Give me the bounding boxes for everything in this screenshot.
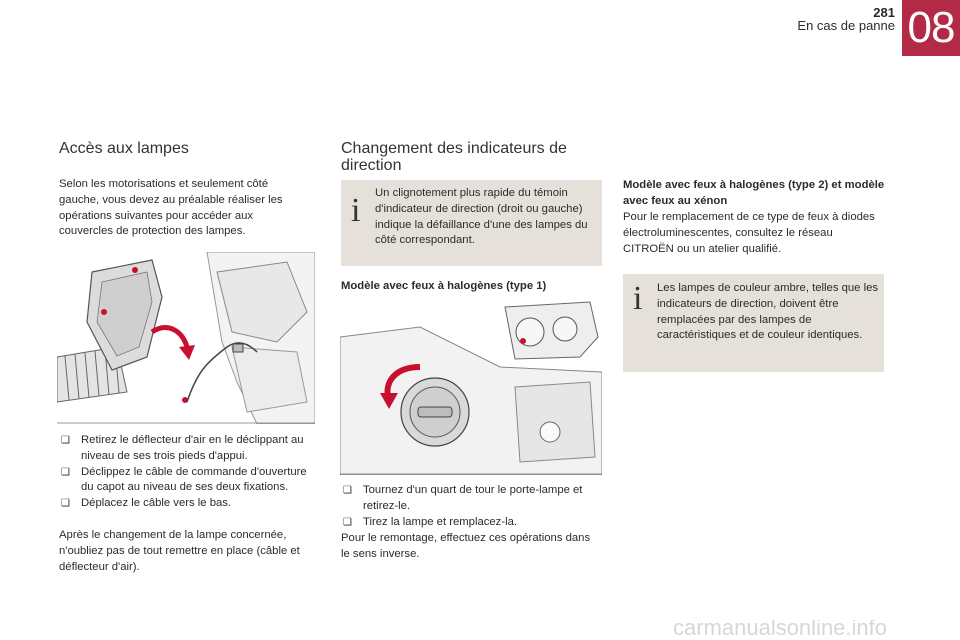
- watermark-text: carmanualsonline.info: [672, 620, 888, 640]
- info-box-flashing: [341, 180, 602, 266]
- intro-paragraph: Selon les motorisations et seulement côté gauche, vous devez au préalable réaliser les opérations suivantes pour accéder aux couvercles de protection des lampes.: [59, 178, 283, 238]
- list-item: ❑ Tournez d'un quart de tour le porte-lampe et retirez-le.: [343, 484, 583, 512]
- left-steps-list: [59, 433, 314, 512]
- info-icon: i: [351, 192, 361, 229]
- info-text-flashing: Un clignotement plus rapide du témoin d'indicateur de direction (droit ou gauche) indique la défaillance d'une des lampes du côté correspondant.: [375, 187, 588, 247]
- section-title-access-lamps: Accès aux lampes: [59, 140, 189, 157]
- page-number: 281: [873, 5, 895, 20]
- checkbox-bullet-icon: ❑: [61, 435, 70, 446]
- list-item: ❑ Déplacez le câble vers le bas.: [59, 496, 314, 512]
- right-paragraph: Pour le remplacement de ce type de feux à diodes électroluminescentes, consultez le réseau CITROËN ou un atelier qualifié.: [623, 211, 875, 255]
- subheading-type2-xenon: Modèle avec feux à halogènes (type 2) et modèle avec feux au xénon: [623, 179, 885, 207]
- lamp-holder-illustration: [340, 297, 602, 475]
- subheading-type1: Modèle avec feux à halogènes (type 1): [341, 280, 547, 292]
- info-box-amber-lamps: [623, 274, 884, 372]
- list-item: ❑ Tirez la lampe et remplacez-la.: [341, 515, 601, 531]
- checkbox-bullet-icon: ❑: [61, 498, 70, 510]
- air-deflector-illustration: [57, 252, 315, 424]
- chapter-number-tab: 08: [902, 0, 960, 56]
- footer-watermark: [0, 620, 960, 640]
- info-icon: i: [633, 280, 643, 317]
- checkbox-bullet-icon: ❑: [343, 516, 352, 528]
- checkbox-bullet-icon: ❑: [61, 466, 70, 478]
- closing-paragraph-middle: Pour le remontage, effectuez ces opérations dans le sens inverse.: [341, 532, 591, 560]
- list-item: ❑ Déclippez le câble de commande d'ouverture du capot au niveau de ses deux fixations.: [61, 465, 307, 494]
- checkbox-bullet-icon: ❑: [343, 485, 352, 496]
- info-text-amber: Les lampes de couleur ambre, telles que les indicateurs de direction, doivent être remplacées par des lampes de caractéristiques et de couleur identiques.: [657, 282, 879, 342]
- closing-paragraph-left: Après le changement de la lampe concernée, n'oubliez pas de tout remettre en place (câble et déflecteur d'air).: [59, 529, 300, 573]
- section-title-indicators: Changement des indicateurs de direction: [341, 140, 567, 174]
- chapter-title: En cas de panne: [797, 18, 895, 33]
- middle-steps-list: [341, 483, 601, 530]
- list-item: ❑ Retirez le déflecteur d'air en le déclippant au niveau de ses trois pieds d'appui.: [61, 434, 304, 462]
